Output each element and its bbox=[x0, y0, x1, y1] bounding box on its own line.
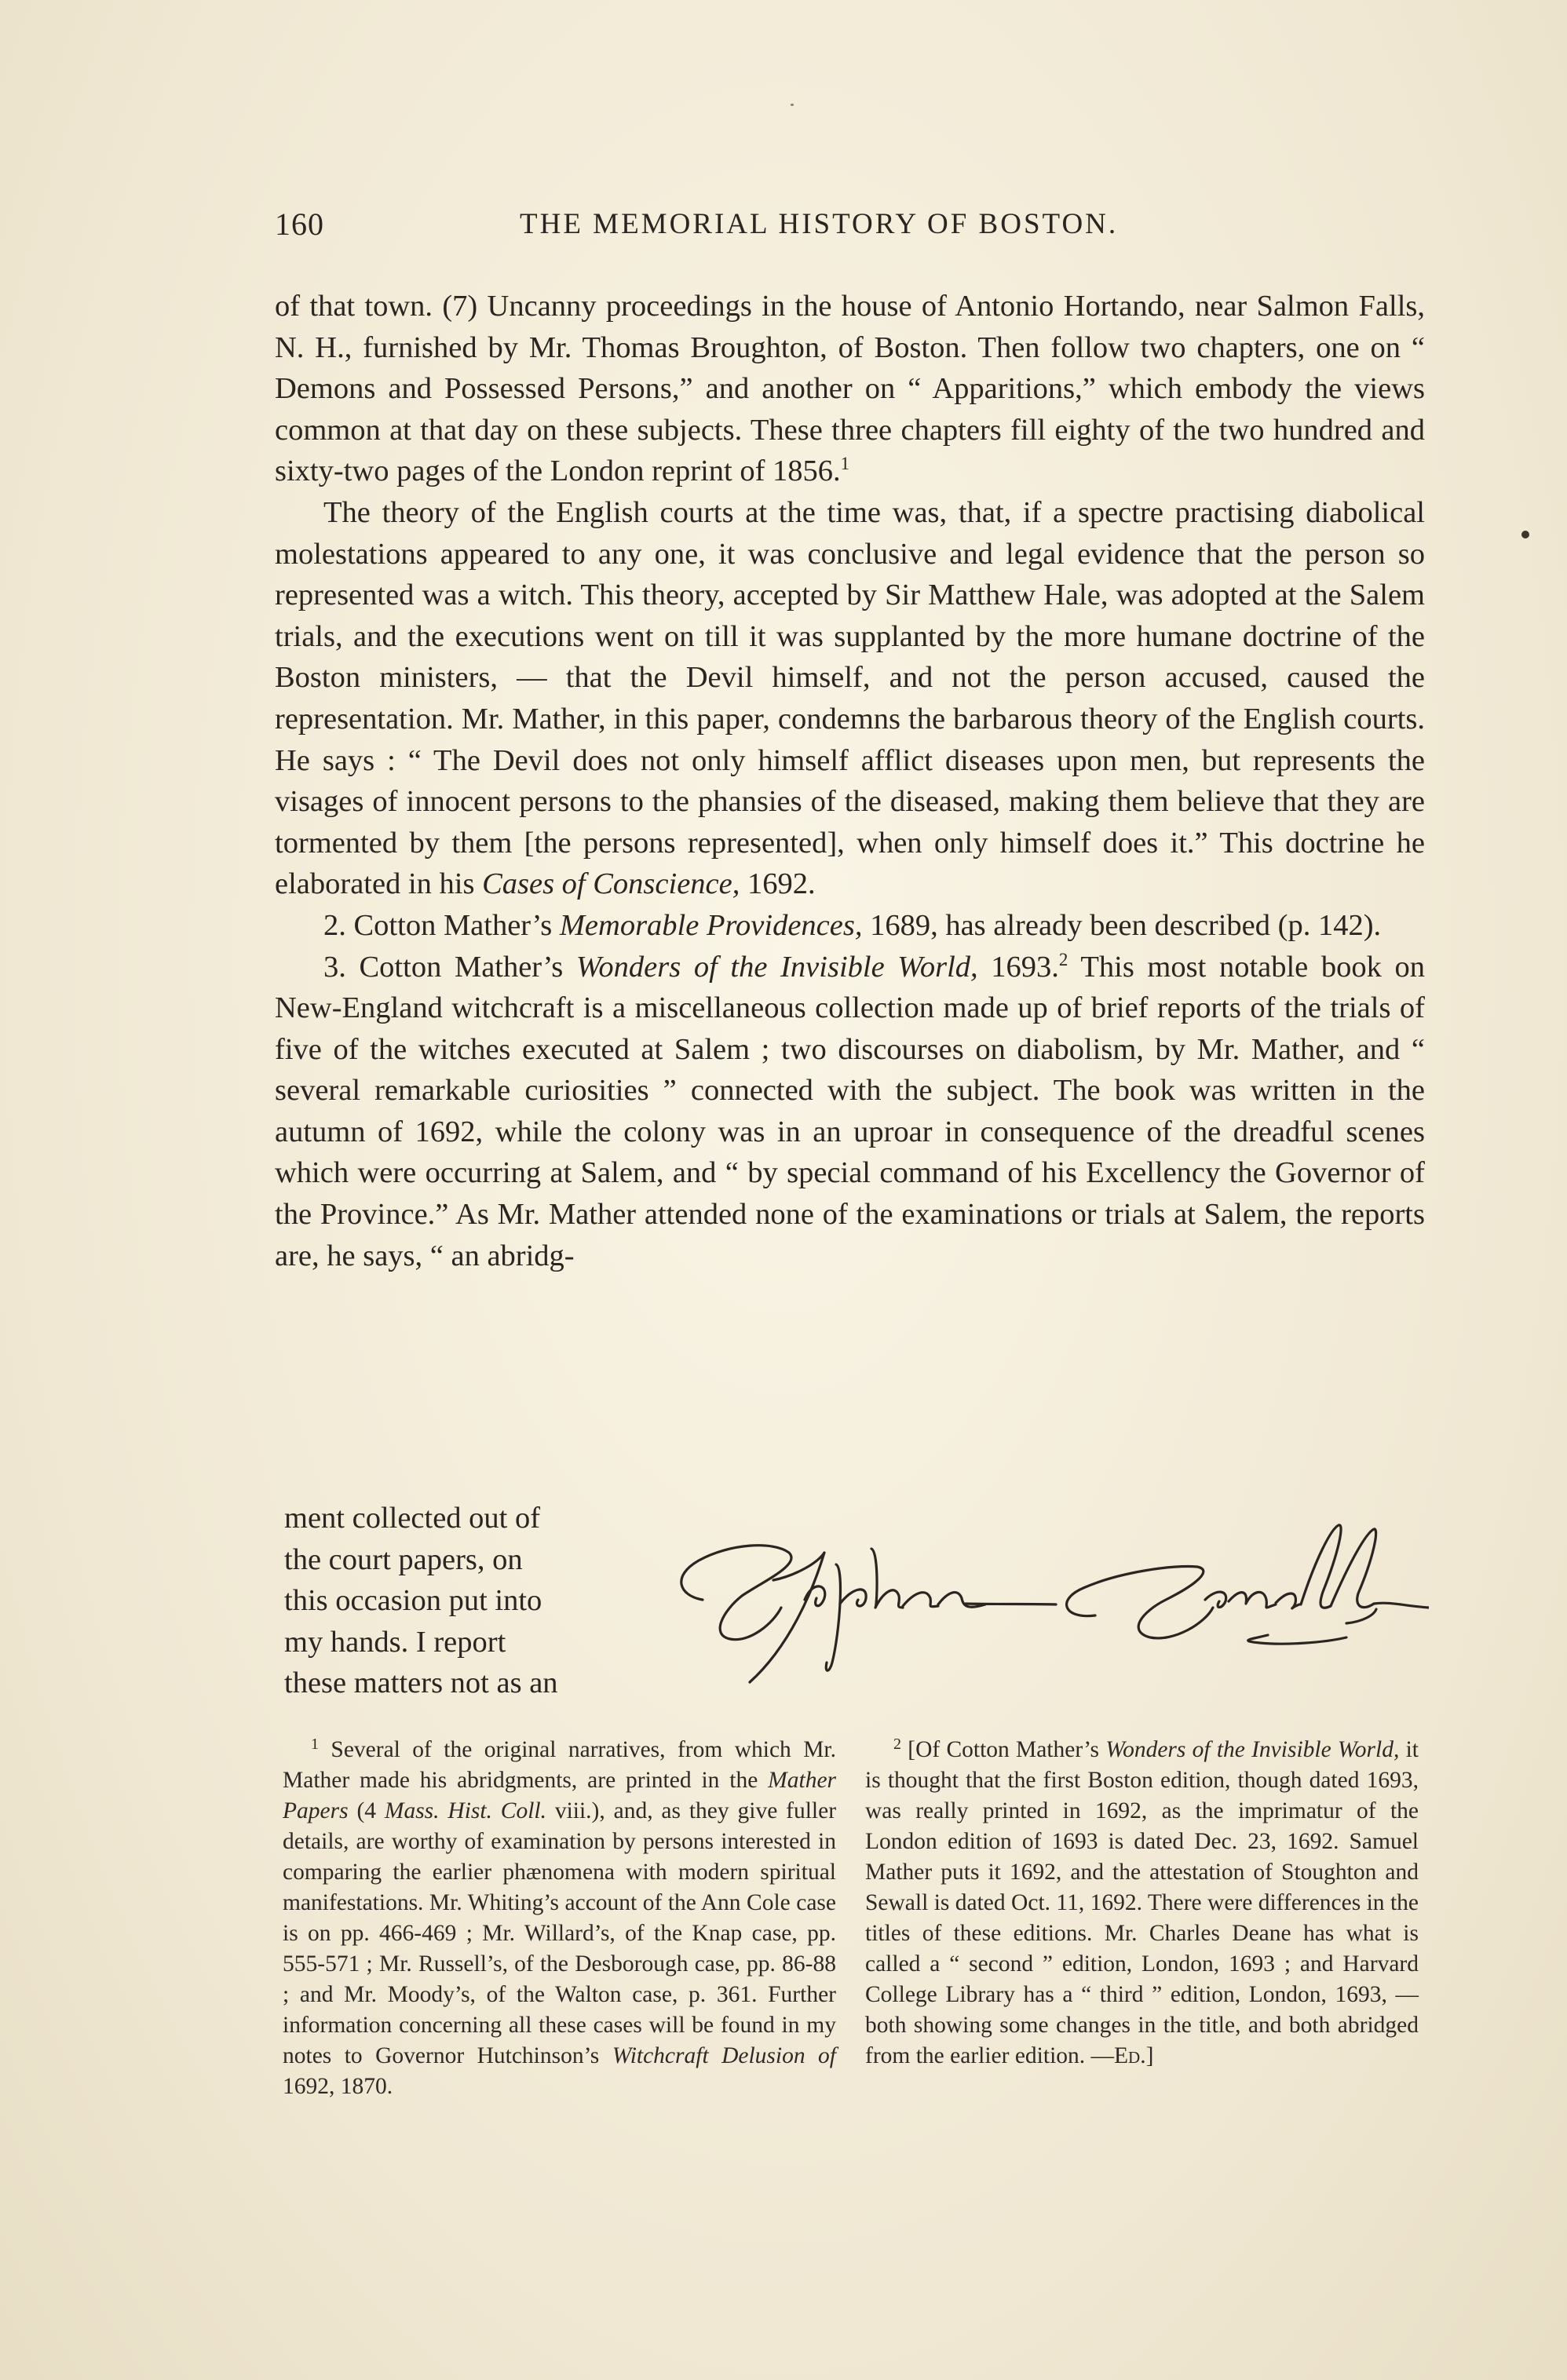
paragraph-theory bbox=[275, 492, 1425, 905]
paragraph-text: 3. Cotton Mather’s bbox=[323, 950, 564, 984]
footnote-ref: 2 bbox=[1058, 949, 1068, 969]
footnote-text: ] bbox=[1145, 2043, 1154, 2068]
journal-title: Mass. Hist. Coll. bbox=[384, 1798, 546, 1823]
paragraph-text: 1689, has already been described (p. 142). bbox=[870, 908, 1382, 942]
paragraph-continuation bbox=[275, 286, 1425, 492]
paragraph-item-3 bbox=[275, 947, 1425, 1277]
text-line: the court papers, on bbox=[284, 1542, 523, 1576]
running-head: THE MEMORIAL HISTORY OF BOSTON. bbox=[520, 208, 1119, 240]
text-line: this occasion put into bbox=[284, 1584, 542, 1618]
book-title: Mather Papers bbox=[283, 1768, 837, 1823]
page-speck bbox=[791, 104, 794, 106]
footnote-2 bbox=[865, 1735, 1419, 2072]
paragraph-text: 1692. bbox=[747, 867, 816, 901]
footnote-text: 1692, 1870. bbox=[283, 2074, 393, 2099]
footnote-number: 2 bbox=[893, 1736, 901, 1753]
signature-drawing bbox=[656, 1506, 1429, 1694]
book-title: Memorable Providences, bbox=[559, 908, 863, 942]
text-line: my hands. I report bbox=[284, 1625, 506, 1659]
editor-mark: Ed. bbox=[1114, 2043, 1146, 2068]
footnote-text: Several of the original narratives, from which Mr. Mather made his abridgments, are printed in the bbox=[283, 1737, 836, 1793]
page-header bbox=[275, 206, 1185, 250]
paragraph-text: of that town. (7) Uncanny proceedings in the house of Antonio Hortando, near Salmon Falls, N. H., furnished by Mr. Thomas Broughton, of Boston. Then follow two chapters, one on “ Demons and Possessed Persons,” and another on “ Apparitions,” which embody the views common at that day on these subjects. These three chapters fill eighty of the two hundred and sixty-two pages of the London reprint of 1856. bbox=[275, 290, 1425, 488]
book-title: Wonders of the Invisible World, bbox=[575, 950, 978, 984]
paragraph-text: This most notable book on New-England witchcraft is a miscellaneous collection made up of brief reports of the trials of five of the witches executed at Salem ; two discourses on diabolism, by Mr. Mather, and “ several remarkable curiosities ” connected with the subject. The book was written in the autumn of 1692, while the colony was in an uproar in consequence of the dreadful scenes which were occurring at Salem, and “ by special command of his Excellency the Governor of the Province.” As Mr. Mather attended none of the examinations or trials at Salem, the reports are, he says, “ an abridg- bbox=[275, 950, 1426, 1272]
wrapped-text-column bbox=[284, 1498, 641, 1704]
paragraph-text: The theory of the English courts at the time was, that, if a spectre practising diabolical molestations appeared to any one, it was conclusive and legal evidence that the person so represented was a witch. This theory, accepted by Sir Matthew Hale, was adopted at the Salem trials, and the executions went on till it was supplanted by the more humane doctrine of the Boston ministers, — that the Devil himself, and not the person accused, caused the representation. Mr. Mather, in this paper, condemns the barbarous theory of the English courts. He says : “ The Devil does not only himself afflict diseases upon men, but represents the visages of innocent persons to the phansies of the diseased, making them believe that they are tormented by them [the persons represented], when only himself does it.” This doctrine he elaborated in his bbox=[275, 495, 1425, 901]
margin-mark bbox=[1521, 531, 1529, 538]
paragraph-text: 1693. bbox=[991, 950, 1059, 984]
text-line: these matters not as an bbox=[284, 1666, 558, 1700]
footnote-ref: 1 bbox=[840, 454, 850, 474]
footnote-1 bbox=[283, 1735, 836, 2102]
book-title: Cases of Conscience, bbox=[482, 867, 740, 901]
text-line: ment collected out of bbox=[284, 1502, 541, 1535]
footnote-number: 1 bbox=[311, 1736, 319, 1753]
signature-autograph bbox=[656, 1506, 1429, 1694]
book-title: Wonders of the Invisible World, bbox=[1105, 1737, 1400, 1762]
book-title: Witchcraft Delusion of bbox=[612, 2043, 836, 2068]
paragraph-text: 2. Cotton Mather’s bbox=[323, 908, 553, 942]
page-number: 160 bbox=[275, 206, 324, 242]
footnote-text: (4 bbox=[356, 1798, 377, 1823]
footnote-text: it is thought that the first Boston edition, though dated 1693, was really printed in 1692, as the imprimatur of the London edition of 1693 is dated Dec. 23, 1692. Samuel Mather puts it 1692, and the attestation of Stoughton and Sewall is dated Oct. 11, 1692. There were differences in the titles of these editions. Mr. Charles Deane has what is called a “ second ” edition, London, 1693 ; and Harvard College Library has a “ third ” edition, London, 1693, — both showing some changes in the title, and both abridged from the earlier edition. — bbox=[865, 1737, 1419, 2068]
footnote-text: viii.), and, as they give fuller details, are worthy of examination by persons interested in comparing the earlier phænomena with modern spiritual manifestations. Mr. Whiting’s account of the Ann Cole case is on pp. 466-469 ; Mr. Willard’s, of the Knap case, pp. 555-571 ; Mr. Russell’s, of the Desborough case, pp. 86-88 ; and Mr. Moody’s, of the Walton case, p. 361. Further information concerning all these cases will be found in my notes to Governor Hutchinson’s bbox=[283, 1798, 837, 2068]
footnote-text: [Of Cotton Mather’s bbox=[908, 1737, 1099, 1762]
footnotes bbox=[283, 1735, 1429, 2174]
paragraph-item-2 bbox=[275, 905, 1425, 947]
main-text bbox=[275, 286, 1425, 1276]
